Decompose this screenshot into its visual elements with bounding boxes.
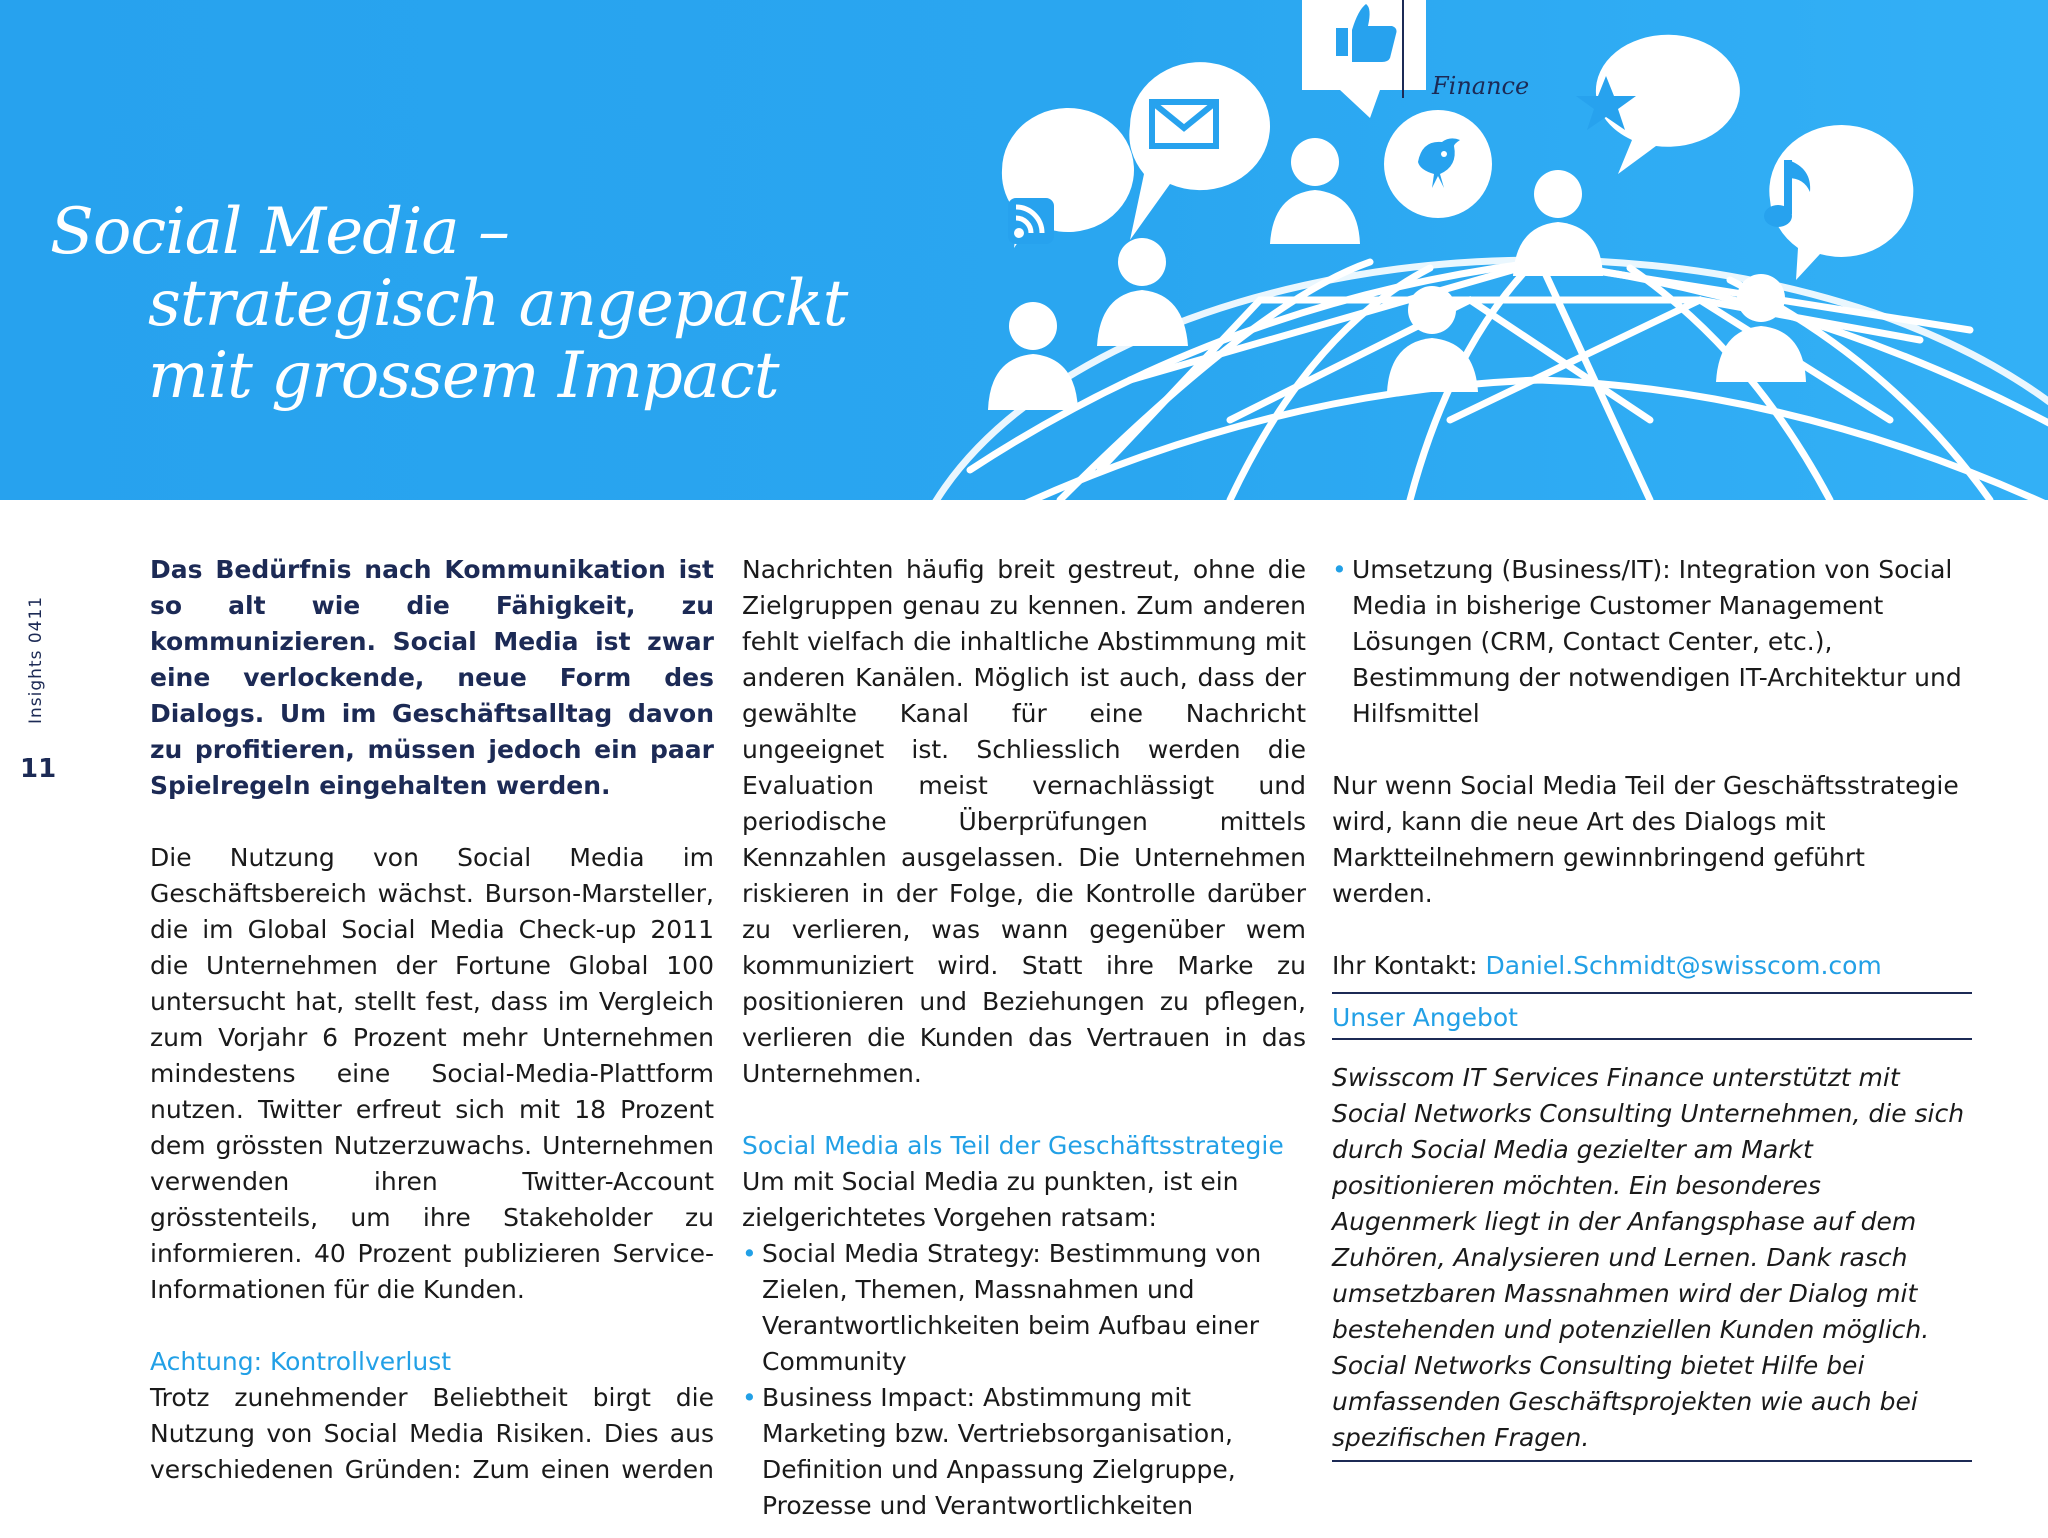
offer-text: Swisscom IT Services Finance unterstützt mit Social Networks Consulting Unternehmen, die sich durch Social Media gezielter am Markt positionieren möchten. Ein besonderes Augenmerk liegt in der Anfangsphase auf dem Zuhören, Analysieren und Lernen. Dank rasch umsetzbaren Massnahmen wird der Dialog mit bestehenden und potenziellen Kunden möglich. Social Networks Consulting bietet Hilfe bei umfassenden Geschäftsprojekten wie auch bei spezifischen Fragen. xyxy=(1332,1063,1965,1452)
title-line-2: strategisch angepackt xyxy=(148,267,848,341)
body-paragraph: Um mit Social Media zu punkten, ist ein zielgerichtetes Vorgehen ratsam: xyxy=(742,1167,1239,1232)
title-line-1: Social Media – xyxy=(50,195,509,269)
bullet-list xyxy=(1332,552,1972,732)
offer-rule-middle xyxy=(1332,1038,1972,1040)
body-paragraph: Nachrichten häufig breit gestreut, ohne die Zielgruppen genau zu kennen. Zum anderen fehlt vielfach die inhaltliche Abstimmung mit anderen Kanälen. Möglich ist auch, dass der gewählte Kanal für eine Nachricht ungeeignet ist. Schliesslich werden die Evaluation meist vernachlässigt und periodische Überprüfungen mittels Kennzahlen ausgelassen. Die Unternehmen riskieren in der Folge, die Kontrolle darüber zu verlieren, was wann gegenüber wem kommuniziert wird. Statt ihre Marke zu positionieren und Beziehungen zu pflegen, verlieren die Kunden das Vertrauen in das Unternehmen. xyxy=(742,555,1306,1088)
offer-rule-bottom xyxy=(1332,1460,1972,1462)
section-divider xyxy=(1402,0,1404,98)
section-label: Finance xyxy=(1432,72,1530,100)
page-number: 11 xyxy=(20,754,57,784)
offer-rule-top xyxy=(1332,992,1972,994)
article-title xyxy=(50,196,847,412)
contact-line xyxy=(1332,948,1972,984)
person-icon xyxy=(1270,138,1360,244)
subheading: Social Media als Teil der Geschäftsstrategie xyxy=(742,1131,1284,1160)
list-item: • Business Impact: Abstimmung mit Marketing bzw. Vertriebsorganisation, Definition und Anpassung Zielgruppe, Prozesse und Verantwortlichkeiten xyxy=(742,1380,1306,1524)
person-icon xyxy=(1097,238,1188,346)
list-item: • Umsetzung (Business/IT): Integration von Social Media in bisherige Customer Management Lösungen (CRM, Contact Center, etc.), Bestimmung der notwendigen IT-Architektur und Hilfsmittel xyxy=(1332,552,1972,732)
column-3 xyxy=(1332,552,1972,1462)
body-paragraph: Die Nutzung von Social Media im Geschäftsbereich wächst. Burson-Marsteller, die im Global Social Media Check-up 2011 die Unternehmen der Fortune Global 100 untersucht hat, stellt fest, dass im Vergleich zum Vorjahr 6 Prozent mehr Unternehmen mindestens eine Social-Media-Plattform nutzen. Twitter erfreut sich mit 18 Prozent dem grössten Nutzerzuwachs. Unternehmen verwenden ihren Twitter-Account grösstenteils, um ihre Stakeholder zu informieren. 40 Prozent publizieren Service-Informationen für die Kunden. xyxy=(150,843,714,1304)
subheading: Achtung: Kontrollverlust xyxy=(150,1347,452,1376)
publication-label: Insights 0411 xyxy=(26,595,46,724)
star-icon xyxy=(1576,35,1740,174)
bird-icon xyxy=(1384,110,1492,218)
person-icon xyxy=(1513,170,1603,276)
header-banner xyxy=(0,0,2048,500)
music-note-icon xyxy=(1764,125,1913,280)
column-1 xyxy=(150,552,714,1488)
lead-paragraph: Das Bedürfnis nach Kommunikation ist so alt wie die Fähigkeit, zu kommunizieren. Social Media ist zwar eine verlockende, neue Form des Dialogs. Um im Geschäftsalltag davon zu profitieren, müssen jedoch ein paar Spielregeln eingehalten werden. xyxy=(150,555,714,800)
globe-icon xyxy=(930,260,2048,500)
body-paragraph: Nur wenn Social Media Teil der Geschäftsstrategie wird, kann die neue Art des Dialogs mit Marktteilnehmern gewinnbringend geführt werden. xyxy=(1332,771,1959,908)
contact-email-link[interactable]: Daniel.Schmidt@swisscom.com xyxy=(1485,951,1882,980)
offer-heading: Unser Angebot xyxy=(1332,1003,1518,1032)
list-item: • Social Media Strategy: Bestimmung von Zielen, Themen, Massnahmen und Verantwortlichkeiten beim Aufbau einer Community xyxy=(742,1236,1306,1380)
title-line-3: mit grossem Impact xyxy=(148,339,779,413)
contact-label: Ihr Kontakt: xyxy=(1332,951,1478,980)
rss-icon xyxy=(1002,108,1134,248)
body-paragraph: Trotz zunehmender Beliebtheit birgt die Nutzung von Social Media Risiken. Dies aus verschiedenen Gründen: Zum einen werden xyxy=(150,1383,714,1484)
column-2 xyxy=(742,552,1306,1524)
thumbs-up-icon xyxy=(1302,0,1426,118)
mail-icon xyxy=(1129,62,1270,240)
bullet-list xyxy=(742,1236,1306,1524)
person-icon xyxy=(988,302,1078,410)
